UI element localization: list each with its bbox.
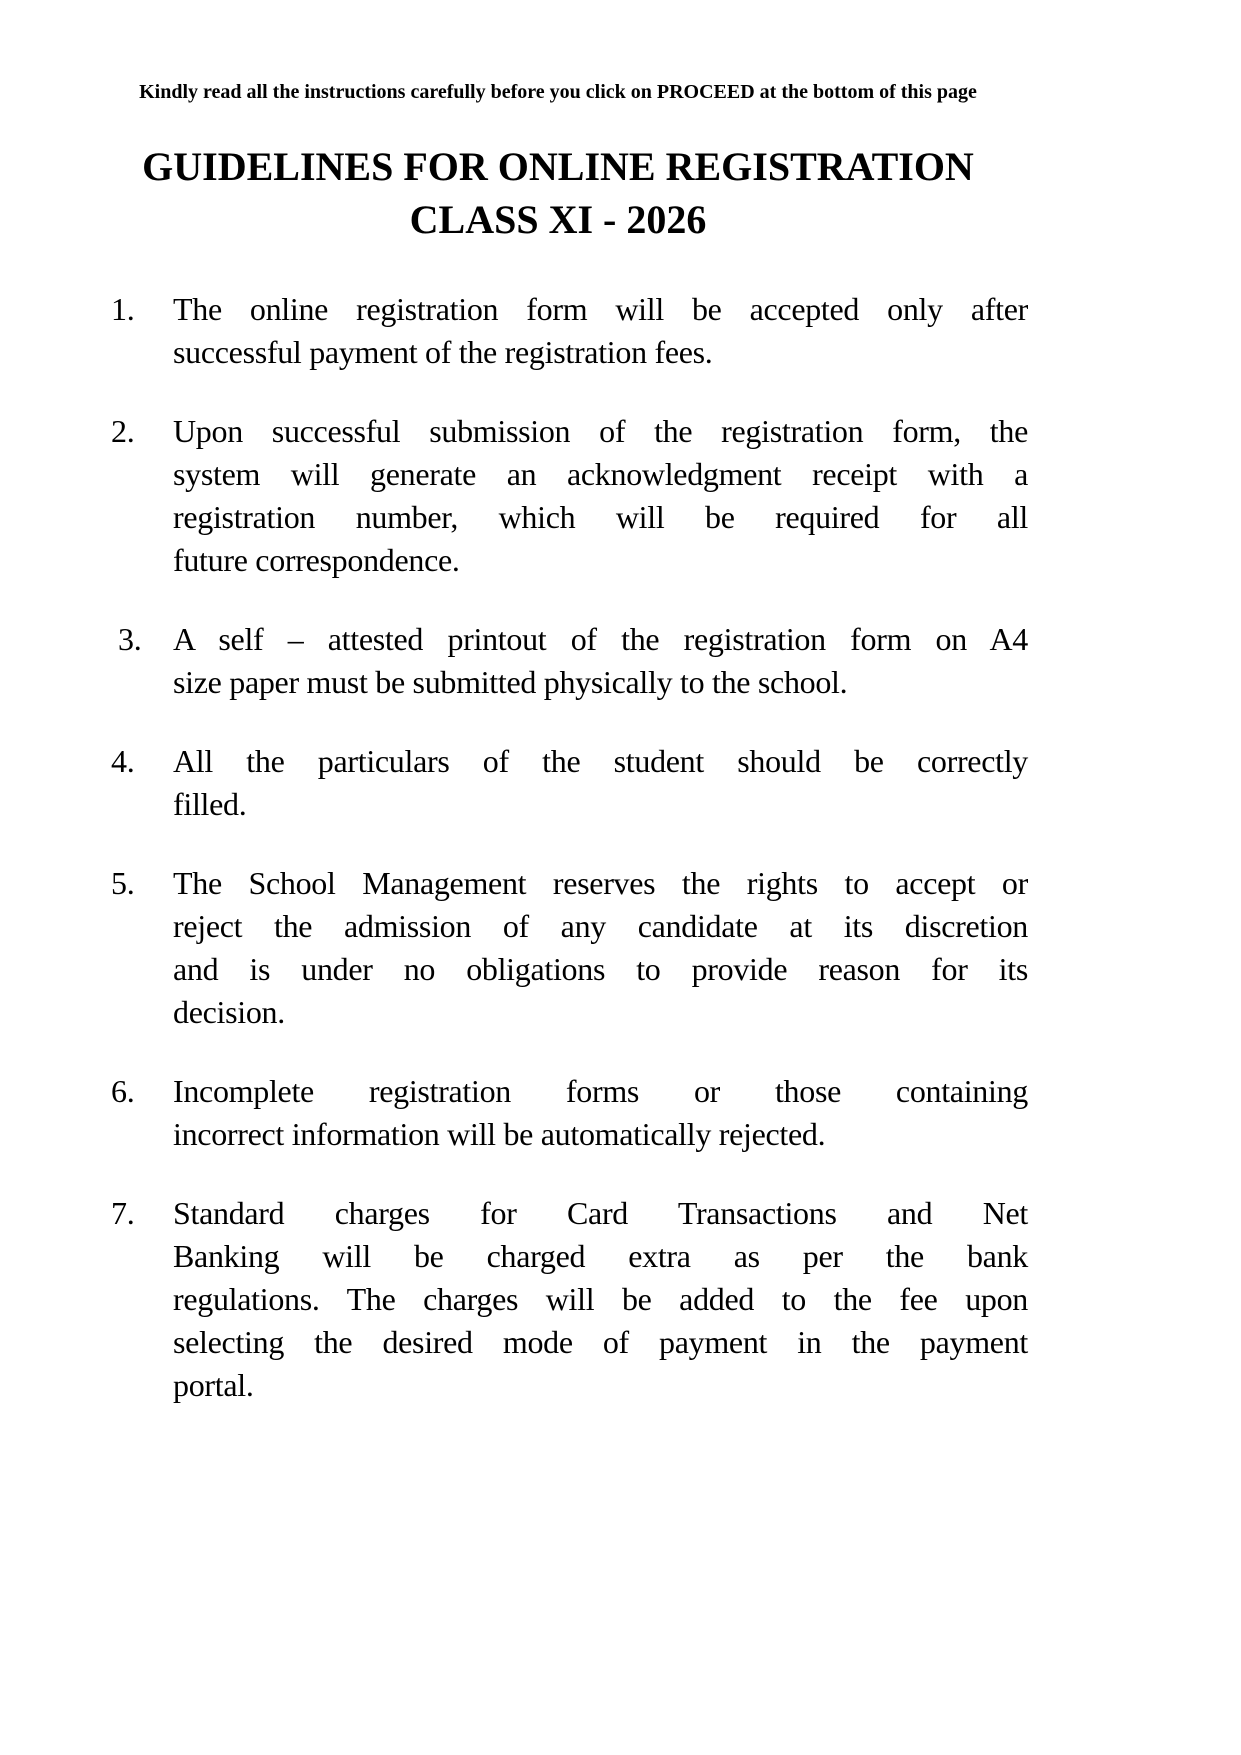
guideline-line: selecting the desired mode of payment in the payment: [173, 1324, 1028, 1360]
guideline-item: [88, 410, 1028, 582]
guideline-line: A self – attested printout of the registration form on A4: [173, 621, 1028, 657]
guideline-line: successful payment of the registration fees.: [173, 334, 713, 370]
guideline-line: system will generate an acknowledgment receipt with a: [173, 456, 1028, 492]
page-title: [88, 140, 1028, 246]
guideline-line: registration number, which will be required for all: [173, 499, 1028, 535]
guideline-line: All the particulars of the student should be correctly: [173, 743, 1028, 779]
guideline-item: [88, 288, 1028, 374]
document-content: [88, 0, 1028, 1407]
guideline-line: reject the admission of any candidate at its discretion: [173, 908, 1028, 944]
guideline-number: 2.: [111, 413, 135, 449]
guideline-line: regulations. The charges will be added to the fee upon: [173, 1281, 1028, 1317]
guideline-item: [88, 740, 1028, 826]
guideline-number: 6.: [111, 1073, 135, 1109]
guideline-item: [88, 862, 1028, 1034]
guideline-number: 3.: [118, 621, 142, 657]
guideline-line: portal.: [173, 1367, 254, 1403]
guideline-line: The School Management reserves the rights to accept or: [173, 865, 1028, 901]
guideline-line: Incomplete registration forms or those containing: [173, 1073, 1028, 1109]
guideline-line: Upon successful submission of the registration form, the: [173, 413, 1028, 449]
guideline-item: [88, 1070, 1028, 1156]
title-line-2: CLASS XI - 2026: [409, 197, 707, 242]
guideline-number: 4.: [111, 743, 135, 779]
guideline-number: 1.: [111, 291, 135, 327]
guideline-line: size paper must be submitted physically to the school.: [173, 664, 848, 700]
instruction-notice: Kindly read all the instructions carefully before you click on PROCEED at the bottom of this page: [139, 81, 977, 103]
guideline-line: filled.: [173, 786, 247, 822]
guideline-line: Banking will be charged extra as per the bank: [173, 1238, 1028, 1274]
guideline-line: decision.: [173, 994, 285, 1030]
guidelines-list: [88, 288, 1028, 1407]
guideline-line: future correspondence.: [173, 542, 460, 578]
guideline-line: Standard charges for Card Transactions and Net: [173, 1195, 1028, 1231]
guideline-item: [88, 618, 1028, 704]
guideline-line: The online registration form will be accepted only after: [173, 291, 1028, 327]
guideline-item: [88, 1192, 1028, 1407]
guideline-number: 5.: [111, 865, 135, 901]
guideline-line: incorrect information will be automatically rejected.: [173, 1116, 826, 1152]
guideline-number: 7.: [111, 1195, 135, 1231]
title-line-1: GUIDELINES FOR ONLINE REGISTRATION: [142, 144, 974, 189]
guideline-line: and is under no obligations to provide reason for its: [173, 951, 1028, 987]
